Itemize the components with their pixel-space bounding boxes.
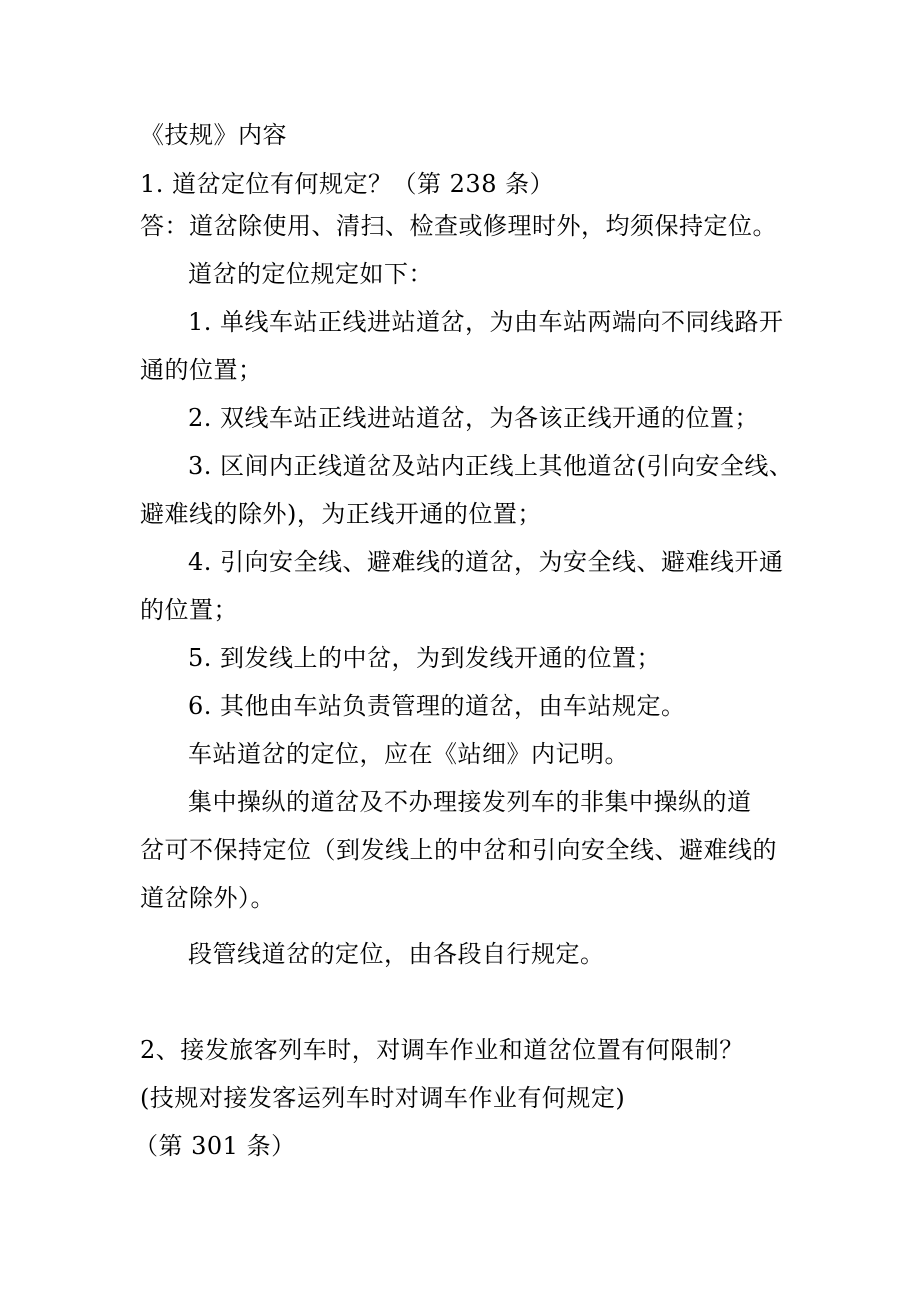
rule-item-4: 4. 引向安全线、避难线的道岔，为安全线、避难线开通 [188,548,784,576]
rule-item-3: 3. 区间内正线道岔及站内正线上其他道岔(引向安全线、 [188,452,794,480]
central-paragraph-cont-1: 岔可不保持定位（到发线上的中岔和引向安全线、避难线的 [140,836,777,864]
rule-item-5: 5. 到发线上的中岔，为到发线开通的位置； [188,644,662,672]
answer-intro: 道岔的定位规定如下： [188,260,433,288]
rule-item-3-cont: 避难线的除外)，为正线开通的位置； [140,500,542,528]
rule-item-1: 1. 单线车站正线进站道岔，为由车站两端向不同线路开 [188,308,784,336]
central-paragraph: 集中操纵的道岔及不办理接发列车的非集中操纵的道 [188,788,752,816]
rule-item-4-cont: 的位置； [140,596,238,624]
rule-item-1-cont: 通的位置； [140,356,263,384]
rule-item-6: 6. 其他由车站负责管理的道岔，由车站规定。 [188,692,686,720]
section-paragraph: 段管线道岔的定位，由各段自行规定。 [188,940,605,968]
question-2: 2、接发旅客列车时，对调车作业和道岔位置有何限制？ [140,1036,744,1064]
answer-lead: 答：道岔除使用、清扫、检查或修理时外，均须保持定位。 [140,212,777,240]
document-title: 《技规》内容 [140,121,287,149]
rule-item-2: 2. 双线车站正线进站道岔，为各该正线开通的位置； [188,404,760,432]
central-paragraph-cont-2: 道岔除外）。 [140,884,275,912]
station-paragraph: 车站道岔的定位，应在《站细》内记明。 [188,740,629,768]
question-2-alt: (技规对接发客运列车时对调车作业有何规定) [140,1084,626,1112]
question-1: 1. 道岔定位有何规定？（第 238 条） [140,170,555,198]
question-2-article: （第 301 条） [134,1132,296,1160]
